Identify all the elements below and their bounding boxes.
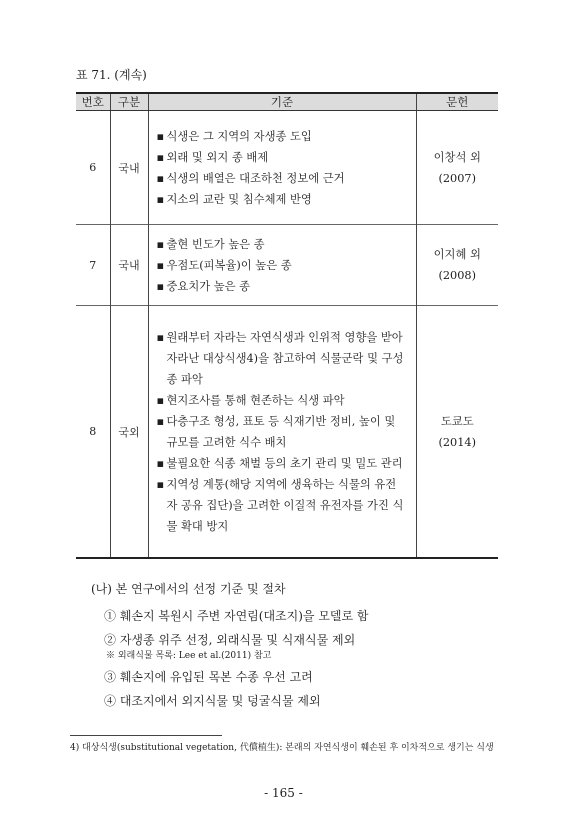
procedure-item: ④ 대조지에서 외지식물 및 덩굴식물 제외 (104, 694, 321, 708)
bullet-icon: ▪ (156, 456, 165, 470)
procedure-item: ② 자생종 위주 선정, 외래식물 및 식재식물 제외 (104, 633, 356, 647)
row-criteria (148, 111, 416, 225)
bullet-icon: ▪ (156, 393, 165, 407)
row-reference (416, 306, 498, 559)
reference-author: 이창석 외 (433, 150, 481, 164)
footnote-divider (70, 735, 222, 736)
criteria-item: ▪ 지역성 계통(해당 지역에 생육하는 식물의 유전자 공유 집단)을 고려한 이질적 유전자를 가진 식물 확대 방지 (157, 474, 406, 537)
procedure-note: ※ 외래식물 목록: Lee et al.(2011) 참고 (106, 651, 272, 661)
row-category: 국내 (110, 111, 148, 225)
bullet-icon: ▪ (156, 258, 165, 272)
criteria-item: ▪ 다층구조 형성, 표토 등 식재기반 정비, 높이 및 규모를 고려한 식수 배치 (157, 411, 406, 453)
table-header-row (76, 93, 498, 111)
criteria-item: ▪ 불필요한 식종 채벌 등의 초기 관리 및 밀도 관리 (157, 453, 406, 474)
page-number: - 165 - (264, 786, 303, 800)
table-row (76, 225, 498, 306)
bullet-icon: ▪ (156, 129, 165, 143)
procedure-list (104, 604, 369, 713)
criteria-item: ▪ 지소의 교란 및 침수체제 반영 (157, 189, 406, 210)
bullet-icon: ▪ (156, 192, 165, 206)
criteria-item: ▪ 식생의 배열은 대조하천 정보에 근거 (157, 168, 406, 189)
criteria-item: ▪ 식생은 그 지역의 자생종 도입 (157, 126, 406, 147)
section-heading: (나) 본 연구에서의 선정 기준 및 절차 (91, 582, 286, 596)
criteria-table (76, 92, 498, 559)
header-category: 구분 (110, 93, 148, 111)
row-reference (416, 225, 498, 306)
row-criteria (148, 225, 416, 306)
row-number: 6 (76, 111, 110, 225)
procedure-item: ③ 훼손지에 유입된 목본 수종 우선 고려 (104, 670, 313, 684)
row-number: 7 (76, 225, 110, 306)
criteria-item: ▪ 현지조사를 통해 현존하는 식생 파악 (157, 390, 406, 411)
header-reference: 문헌 (416, 93, 498, 111)
bullet-icon: ▪ (156, 150, 165, 164)
header-number: 번호 (76, 93, 110, 111)
criteria-item: ▪ 우점도(피복율)이 높은 종 (157, 255, 406, 276)
header-criteria: 기준 (148, 93, 416, 111)
footnote: 4) 대상식생(substitutional vegetation, 代償植生): 본래의 자연식생이 훼손된 후 이차적으로 생기는 식생 (70, 743, 494, 753)
procedure-item: ① 훼손지 복원시 주변 자연림(대조지)을 모델로 함 (104, 609, 369, 623)
row-category: 국내 (110, 225, 148, 306)
reference-author: 도쿄도 (440, 414, 474, 428)
bullet-icon: ▪ (156, 414, 165, 428)
bullet-icon: ▪ (156, 237, 165, 251)
row-criteria (148, 306, 416, 559)
table-row (76, 306, 498, 559)
table-row (76, 111, 498, 225)
criteria-item: ▪ 중요치가 높은 종 (157, 276, 406, 297)
row-number: 8 (76, 306, 110, 559)
criteria-item: ▪ 출현 빈도가 높은 종 (157, 234, 406, 255)
row-reference (416, 111, 498, 225)
table-caption: 표 71. (계속) (76, 68, 147, 82)
criteria-item: ▪ 외래 및 외지 종 배제 (157, 147, 406, 168)
bullet-icon: ▪ (156, 330, 165, 344)
bullet-icon: ▪ (156, 171, 165, 185)
reference-year: (2007) (438, 171, 477, 185)
criteria-item: ▪ 원래부터 자라는 자연식생과 인위적 영향을 받아 자라난 대상식생4)을 참고하여 식물군락 및 구성종 파악 (157, 327, 406, 390)
row-category: 국외 (110, 306, 148, 559)
bullet-icon: ▪ (156, 477, 165, 491)
bullet-icon: ▪ (156, 279, 165, 293)
reference-year: (2014) (438, 435, 477, 449)
reference-year: (2008) (438, 269, 477, 282)
reference-author: 이지혜 외 (433, 248, 481, 261)
